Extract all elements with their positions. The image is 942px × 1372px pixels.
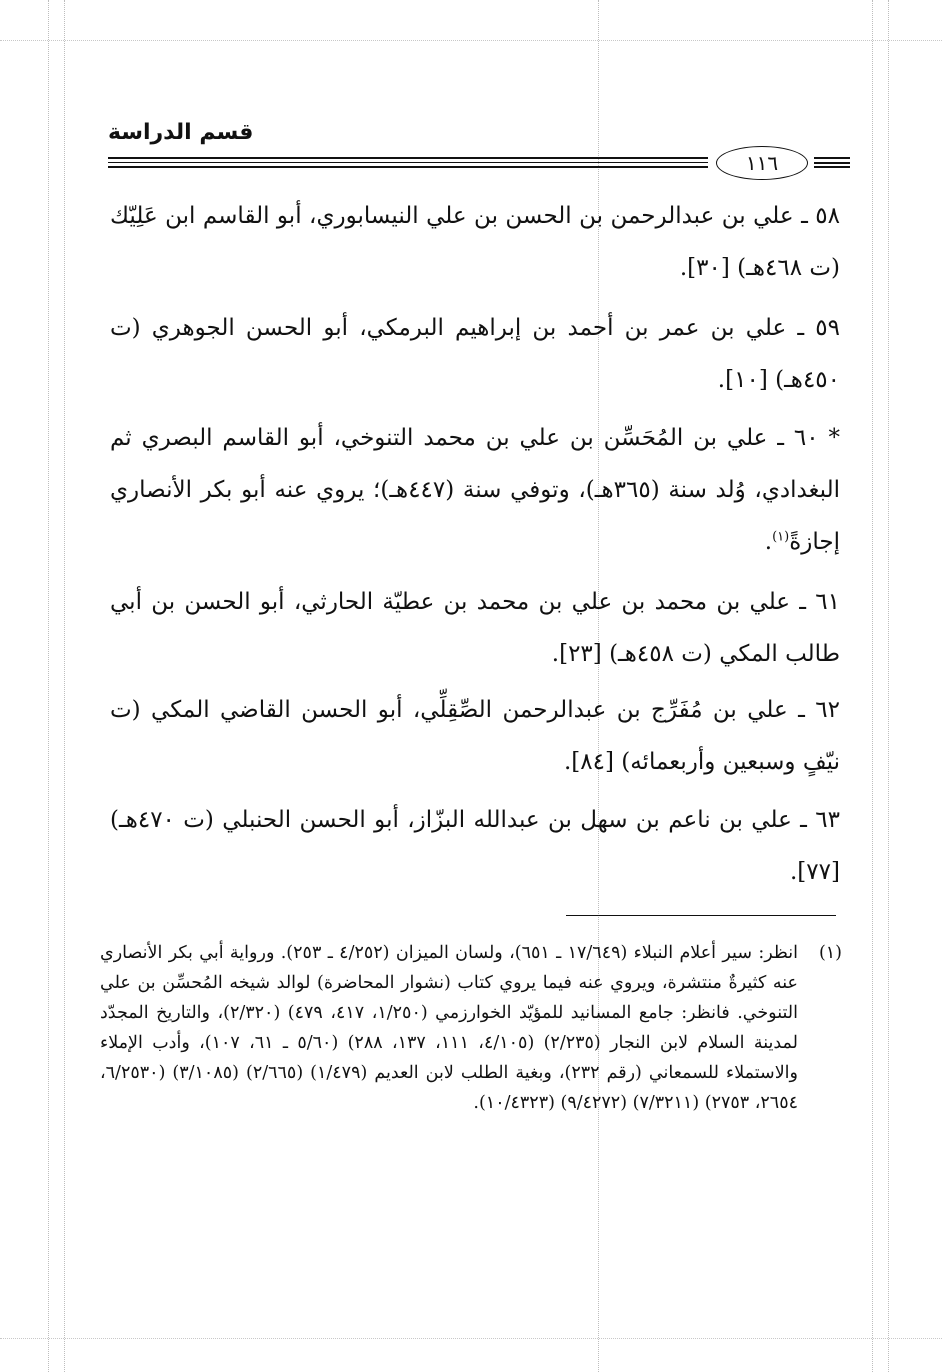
header-rule: [108, 157, 708, 159]
footnote: [100, 938, 842, 1118]
entry-text: [110, 412, 840, 568]
entry-text: ٥٩ ـ علي بن عمر بن أحمد بن إبراهيم البرمكي، أبو الحسن الجوهري (ت ٤٥٠هـ) [١٠].: [110, 315, 840, 393]
footnote-marker: (١): [818, 943, 842, 963]
header-rule: [108, 166, 708, 168]
page-number: ١١٦: [716, 146, 808, 180]
footnote-reference[interactable]: (١): [772, 529, 790, 545]
scan-guide-line: [48, 0, 49, 1372]
entry-text: ٦٢ ـ علي بن مُفَرِّج بن عبدالرحمن الصِّقِلِّي، أبو الحسن القاضي المكي (ت نيّفٍ وسبعين وأربعمائه) [٨٤].: [110, 697, 840, 775]
entry-text: ٥٨ ـ علي بن عبدالرحمن بن الحسن بن علي النيسابوري، أبو القاسم ابن عَلِيّك (ت ٤٦٨هـ) [٣٠].: [110, 203, 840, 281]
entry-58: [110, 190, 840, 294]
entry-59: [110, 302, 840, 406]
header-rule: [814, 166, 850, 168]
footnote-separator: [566, 915, 836, 916]
entry-60: [110, 412, 840, 568]
entry-text: ٦٣ ـ علي بن ناعم بن سهل بن عبدالله البزّاز، أبو الحسن الحنبلي (ت ٤٧٠هـ) [٧٧].: [110, 807, 840, 885]
header-rule: [814, 162, 850, 164]
scan-guide-line: [64, 0, 65, 1372]
scan-guide-line: [0, 1338, 942, 1339]
entry-text-tail: .: [764, 529, 773, 555]
entry-text: ٦١ ـ علي بن محمد بن علي بن محمد بن عطيّة الحارثي، أبو الحسن بن أبي طالب المكي (ت ٤٥٨هـ) [٢٣].: [110, 589, 840, 667]
entry-61: [110, 576, 840, 680]
scan-guide-line: [872, 0, 873, 1372]
entry-62: [110, 684, 840, 788]
section-title: قسم الدراسة: [108, 120, 254, 145]
header-rule: [108, 162, 708, 163]
entry-text-body: * ٦٠ ـ علي بن المُحَسِّن بن علي بن محمد التنوخي، أبو القاسم البصري ثم البغدادي، وُلد سنة (٣٦٥هـ)، وتوفي سنة (٤٤٧هـ)؛ يروي عنه أبو بكر الأنصاري إجازةً: [110, 425, 840, 555]
scan-guide-line: [0, 40, 942, 41]
scan-guide-line: [888, 0, 889, 1372]
entry-63: [110, 794, 840, 898]
running-header: [108, 118, 850, 182]
header-rule: [814, 157, 850, 159]
footnote-text: انظر: سير أعلام النبلاء (١٧/٦٤٩ ـ ٦٥١)، ولسان الميزان (٤/٢٥٢ ـ ٢٥٣). ورواية أبي بكر الأنصاري عنه كثيرةٌ منتشرة، ويروي عنه فيما يروي كتاب (نشوار المحاضرة) لوالد شيخه المُحسِّن بن علي التنوخي. فانظر: جامع المسانيد للمؤيّد الخوارزمي (١/٢٥٠، ٤١٧، ٤٧٩) (٢/٣٢٠)، والتاريخ المجدّد لمدينة السلام لابن النجار (٢/٢٣٥) (٤/١٠٥، ١١١، ١٣٧، ٢٨٨) (٥/٦٠ ـ ٦١، ١٠٧)، وأدب الإملاء والاستملاء للسمعاني (رقم ٢٣٢)، وبغية الطلب لابن العديم (١/٤٧٩) (٢/٦٦٥) (٣/١٠٨٥) (٦/٢٥٣٠، ٢٦٥٤، ٢٧٥٣) (٧/٣٢١١) (٩/٤٢٧٢) (١٠/٤٣٢٣).: [100, 943, 798, 1113]
